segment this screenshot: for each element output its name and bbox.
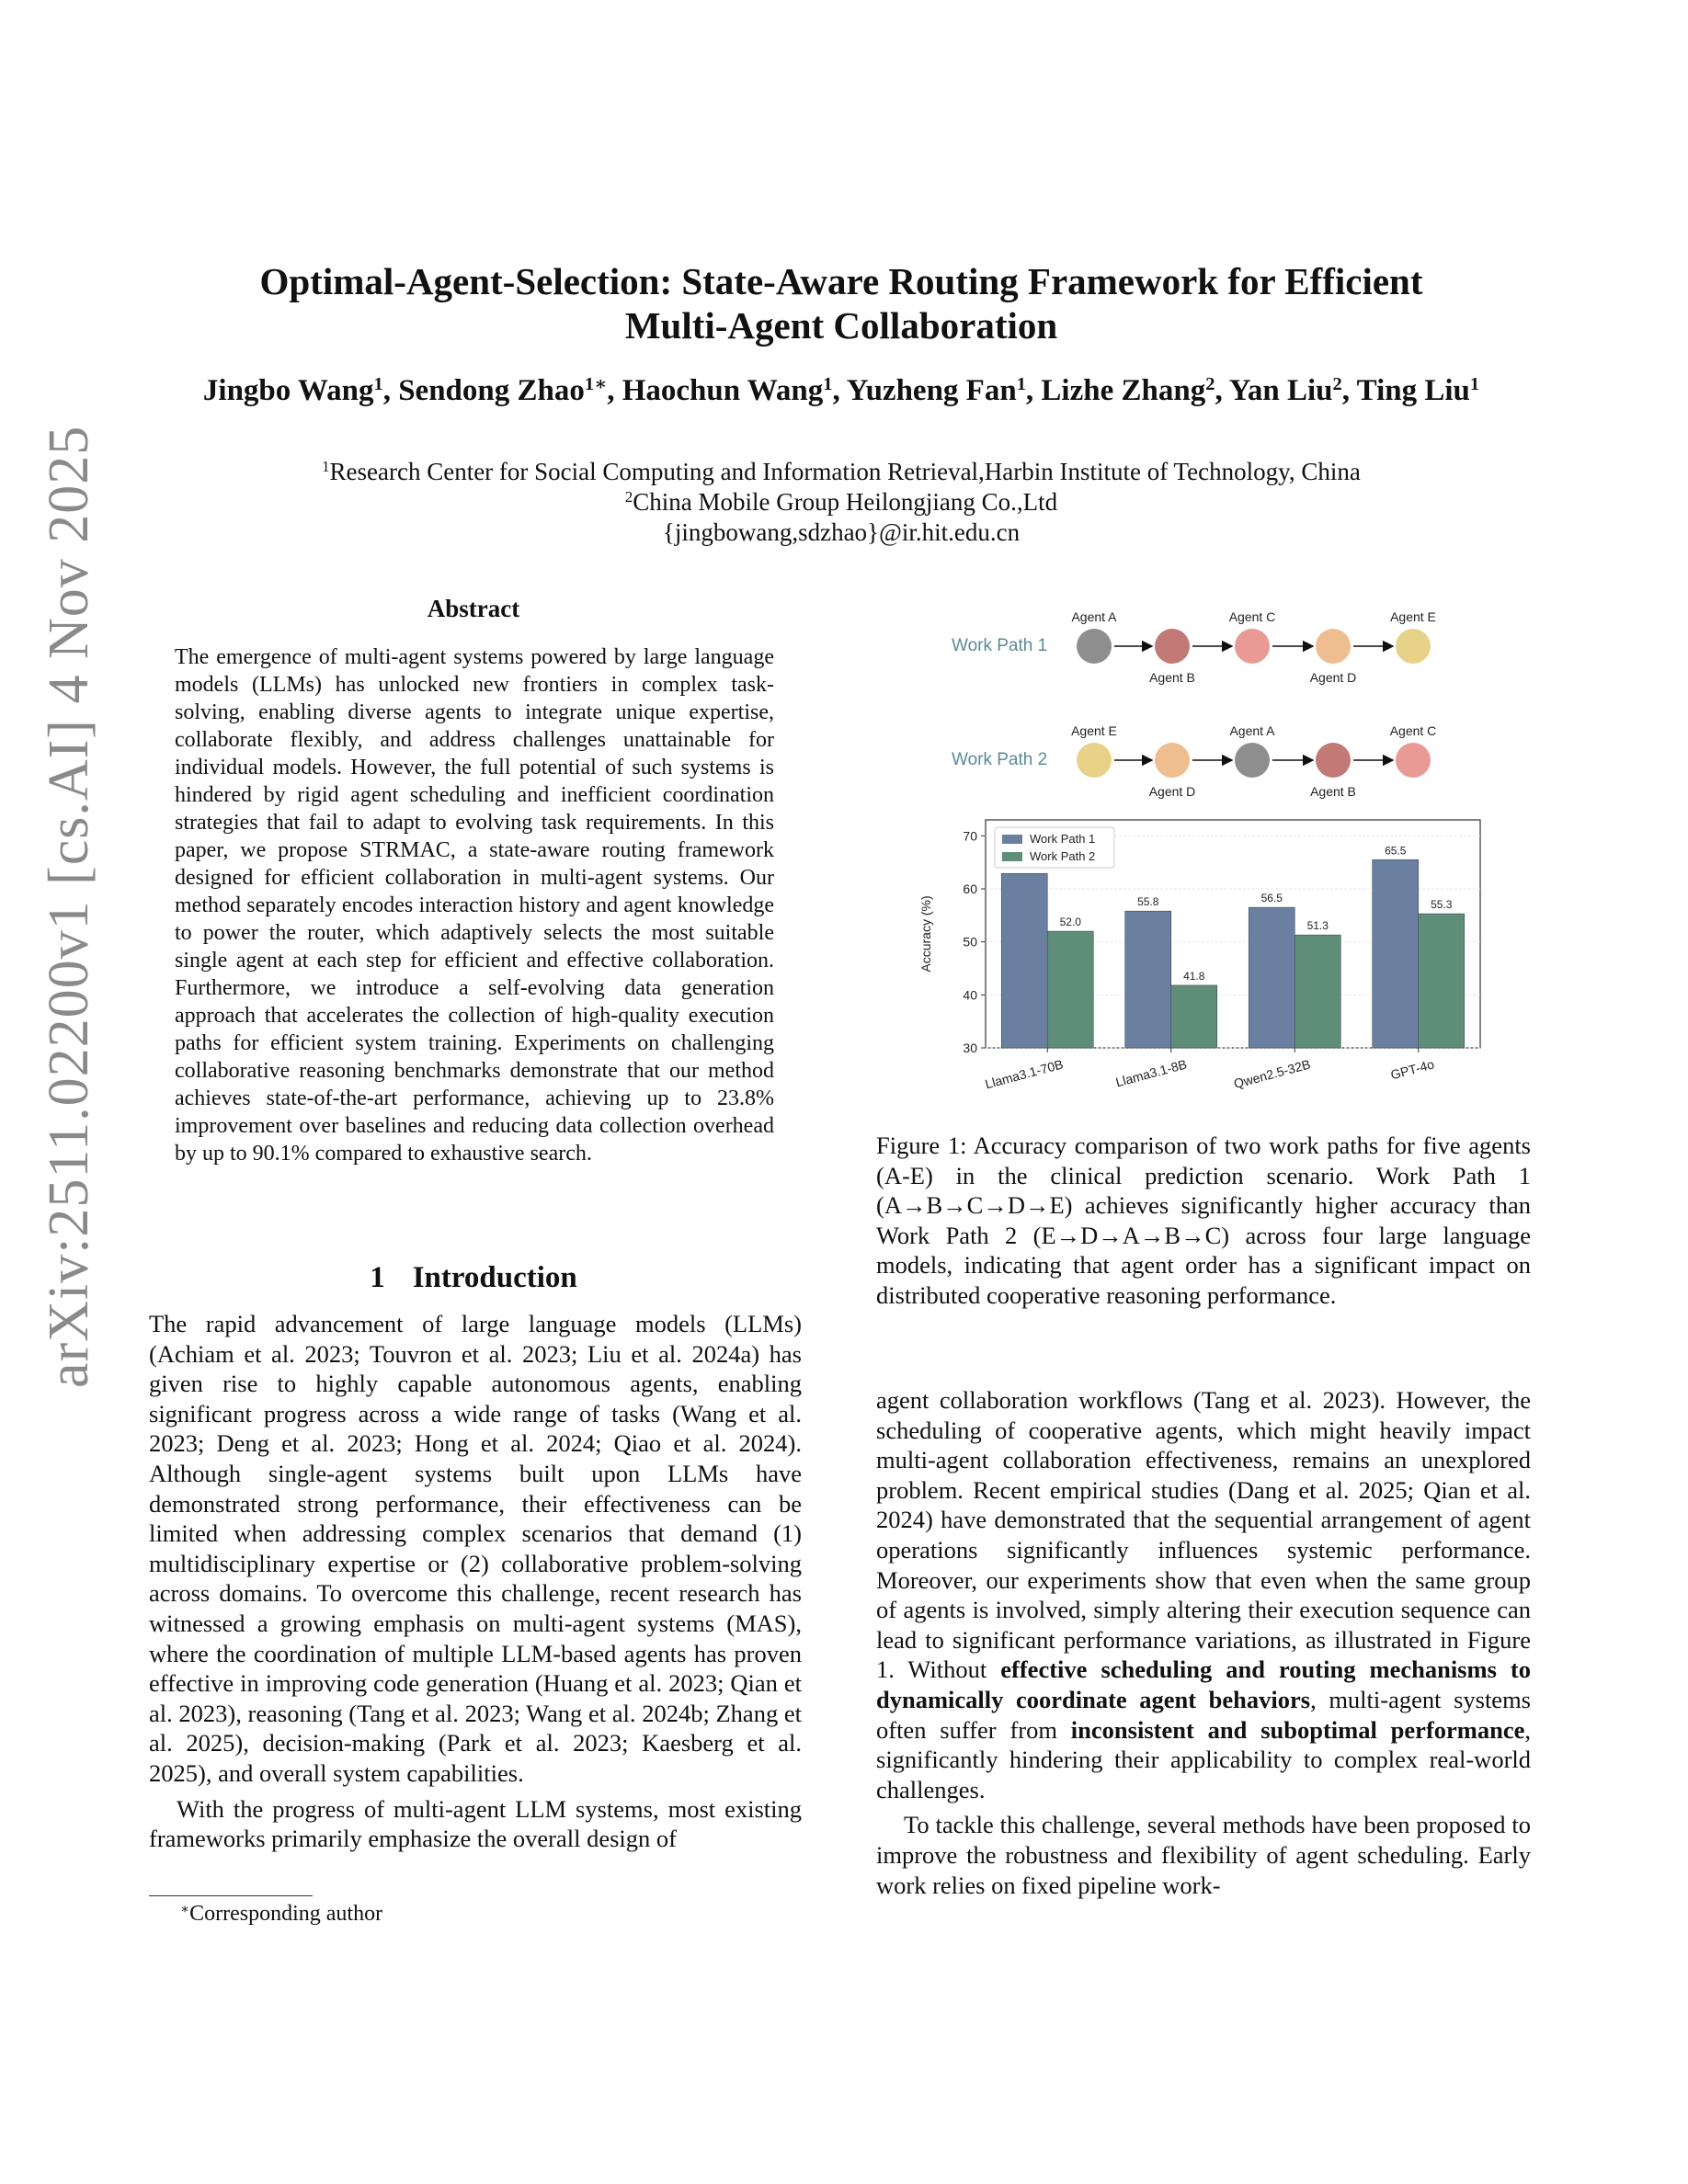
paper-title [138, 259, 1545, 347]
author-affiliation-mark: 2 [1205, 373, 1215, 394]
agent-label: Agent A [1229, 723, 1275, 738]
abstract-heading: Abstract [427, 595, 520, 622]
intro-paragraph-1: The rapid advancement of large language models (LLMs) (Achiam et al. 2023; Touvron et al. 2023; Liu et al. 2024a) has given rise to highly capable autonomous agents, enabling significant progress across a wide range of tasks (Wang et al. 2023; Deng et al. 2023; Hong et al. 2024; Qiao et al. 2024). Although single-agent systems built upon LLMs have demonstrated strong performance, their effectiveness can be limited when addressing complex scenarios that demand (1) multidisciplinary expertise or (2) collaborative problem-solving across domains. To overcome this challenge, recent research has witnessed a growing emphasis on multi-agent systems (MAS), where the coordination of multiple LLM-based agents has proven effective in improving code generation (Huang et al. 2023; Qian et al. 2023), reasoning (Tang et al. 2023; Wang et al. 2024b; Zhang et al. 2025), decision-making (Park et al. 2023; Kaesberg et al. 2025), and overall system capabilities. [149, 1310, 802, 1787]
title-line-1: Optimal-Agent-Selection: State-Aware Routing Framework for Efficient [259, 260, 1423, 302]
y-tick-label: 40 [963, 987, 977, 1003]
intro-paragraph-2: With the progress of multi-agent LLM systems, most existing frameworks primarily emphasize the overall design of [149, 1794, 802, 1853]
author-list: Jingbo Wang$^1$, Sendong Zhao$^{1∗}$, Haochun Wang$^1$, Yuzheng Fan$^1$, Lizhe Zhang$^2$, Yan Liu$^2$, Ting Liu$^1$ [202, 373, 1480, 407]
agent-label: Agent E [1390, 609, 1436, 624]
agent-node [1155, 743, 1190, 778]
y-tick-label: 70 [963, 828, 977, 844]
author-affiliation-mark: 1 [1016, 373, 1026, 394]
x-tick-label: GPT-4o [1388, 1056, 1436, 1083]
legend-swatch [1002, 852, 1022, 861]
agent-node [1316, 629, 1351, 664]
agent-node [1155, 629, 1190, 664]
author-name: Jingbo Wang [202, 374, 374, 407]
y-tick-label: 60 [963, 881, 977, 896]
bar-value-label: 56.5 [1260, 892, 1283, 905]
author-name: Yuzheng Fan [846, 374, 1017, 407]
agent-node [1396, 629, 1431, 664]
agent-label: Agent E [1071, 723, 1117, 738]
legend-label: Work Path 2 [1030, 849, 1096, 863]
arxiv-watermark: arXiv:2511.02200v1 [cs.AI] 4 Nov 2025 [38, 425, 100, 1388]
bar [1249, 907, 1295, 1048]
footnote: ∗Corresponding author [180, 1902, 383, 1926]
y-tick-label: 50 [963, 934, 977, 950]
agent-node [1396, 743, 1431, 778]
contact-email: {jingbowang,sdzhao}@ir.hit.edu.cn [662, 518, 1021, 546]
author-name: Ting Liu [1356, 374, 1470, 407]
emphasis-scheduling: effective scheduling and routing mechanisms to dynamically coordinate agent behaviors [876, 1655, 1531, 1713]
y-axis-label: Accuracy (%) [918, 895, 933, 973]
author-name: Yan Liu [1228, 374, 1333, 407]
emphasis-performance: inconsistent and suboptimal performance [1070, 1715, 1525, 1744]
bar [1419, 914, 1465, 1048]
figure-1 [910, 597, 1517, 1112]
agent-label: Agent A [1071, 609, 1117, 624]
agent-label: Agent C [1228, 609, 1276, 624]
bar [1171, 985, 1217, 1048]
agent-node [1235, 743, 1270, 778]
bar-value-label: 52.0 [1059, 916, 1081, 929]
bar-value-label: 51.3 [1306, 919, 1329, 933]
legend-swatch [1002, 835, 1022, 844]
bar-value-label: 65.5 [1385, 844, 1407, 858]
figure-1-caption: Figure 1: Accuracy comparison of two work paths for five agents (A-E) in the clinical prediction scenario. Work Path 1 (A→B→C→D→E) achieves significantly higher accuracy than Work Path 2 (E→D→A→B→C) across four large language models, indicating that agent order has a significant impact on distributed cooperative reasoning performance. [876, 1132, 1531, 1309]
bar [1001, 873, 1047, 1048]
bar [1295, 935, 1340, 1048]
agent-label: Agent D [1148, 784, 1196, 799]
section-title: Introduction [412, 1261, 577, 1294]
section-heading-introduction [152, 1261, 795, 1295]
figure-1-graphic [910, 597, 1517, 1112]
bar [1047, 931, 1093, 1048]
section-number: 1 [370, 1261, 385, 1294]
footnote-divider [149, 1895, 313, 1896]
author-affiliation-mark: 2 [1332, 373, 1342, 394]
author-affiliation-mark: 1 [823, 373, 833, 394]
author-affiliation-mark: 1 [1469, 373, 1480, 394]
author-affiliation-mark: 1 [373, 373, 383, 394]
agent-node [1077, 629, 1112, 664]
bar-value-label: 55.3 [1431, 898, 1453, 912]
title-line-2: Multi-Agent Collaboration [624, 304, 1058, 347]
affiliations [138, 457, 1545, 548]
legend-label: Work Path 1 [1030, 832, 1096, 846]
affiliation-1: $^1$Research Center for Social Computing and Information Retrieval,Harbin Institute of Technology, China [322, 457, 1361, 485]
x-tick-label: Qwen2.5-32B [1232, 1056, 1313, 1092]
agent-node [1316, 743, 1351, 778]
left-column-body [149, 1309, 802, 1854]
agent-label: Agent C [1389, 723, 1437, 738]
work-path-label: Work Path 2 [952, 750, 1048, 769]
author-affiliation-mark: 1∗ [584, 373, 608, 394]
author-name: Lizhe Zhang [1041, 374, 1206, 407]
intro-paragraph-3: agent collaboration workflows (Tang et al. 2023). However, the scheduling of cooperative agents, which might heavily impact multi-agent collaboration effectiveness, remains an unexplored problem. Recent empirical studies (Dang et al. 2025; Qian et al. 2024) have demonstrated that the sequential arrangement of agent operations significantly influences systemic performance. Moreover, our experiments show that even when the same group of agents is involved, simply altering their execution sequence can lead to significant performance variations, as illustrated in Figure 1. Without effective scheduling and routing mechanisms to dynamically coordinate agent behaviors, multi-agent systems often suffer from inconsistent and suboptimal performance, significantly hindering their applicability to complex real-world challenges. [876, 1386, 1531, 1803]
abstract-text: The emergence of multi-agent systems powered by large language models (LLMs) has unlocked new frontiers in complex task-solving, enabling diverse agents to integrate unique expertise, collaborate flexibly, and address challenges unattainable for individual models. However, the full potential of such systems is hindered by rigid agent scheduling and inefficient coordination strategies that fail to adapt to evolving task requirements. In this paper, we propose STRMAC, a state-aware routing framework designed for efficient collaboration in multi-agent systems. Our method separately encodes interaction history and agent knowledge to power the router, which adaptively selects the most suitable single agent at each step for efficient and effective collaboration. Furthermore, we introduce a self-evolving data generation approach that accelerates the collection of high-quality execution paths for efficient system training. Experiments on challenging collaborative reasoning benchmarks demonstrate that our method achieves state-of-the-art performance, achieving up to 23.8% improvement over baselines and reducing data collection overhead by up to 90.1% compared to exhaustive search. [175, 645, 774, 1166]
x-tick-label: Llama3.1-8B [1113, 1056, 1189, 1090]
affiliation-2: $^2$China Mobile Group Heilongjiang Co.,Ltd [624, 487, 1058, 516]
bar [1125, 911, 1171, 1048]
bar-value-label: 41.8 [1183, 969, 1205, 983]
agent-label: Agent D [1309, 670, 1357, 685]
bar-value-label: 55.8 [1137, 895, 1159, 909]
author-name: Sendong Zhao [398, 374, 585, 407]
y-tick-label: 30 [963, 1041, 977, 1055]
right-column-body [876, 1385, 1531, 1900]
agent-label: Agent B [1149, 670, 1195, 685]
agent-node [1077, 743, 1112, 778]
agent-node [1235, 629, 1270, 664]
author-name: Haochun Wang [622, 374, 824, 407]
bar [1373, 859, 1419, 1048]
x-tick-label: Llama3.1-70B [983, 1056, 1066, 1092]
agent-label: Agent B [1310, 784, 1356, 799]
intro-paragraph-4: To tackle this challenge, several methods have been proposed to improve the robustness and flexibility of agent scheduling. Early work relies on fixed pipeline work- [876, 1811, 1531, 1899]
work-path-label: Work Path 1 [952, 636, 1048, 655]
